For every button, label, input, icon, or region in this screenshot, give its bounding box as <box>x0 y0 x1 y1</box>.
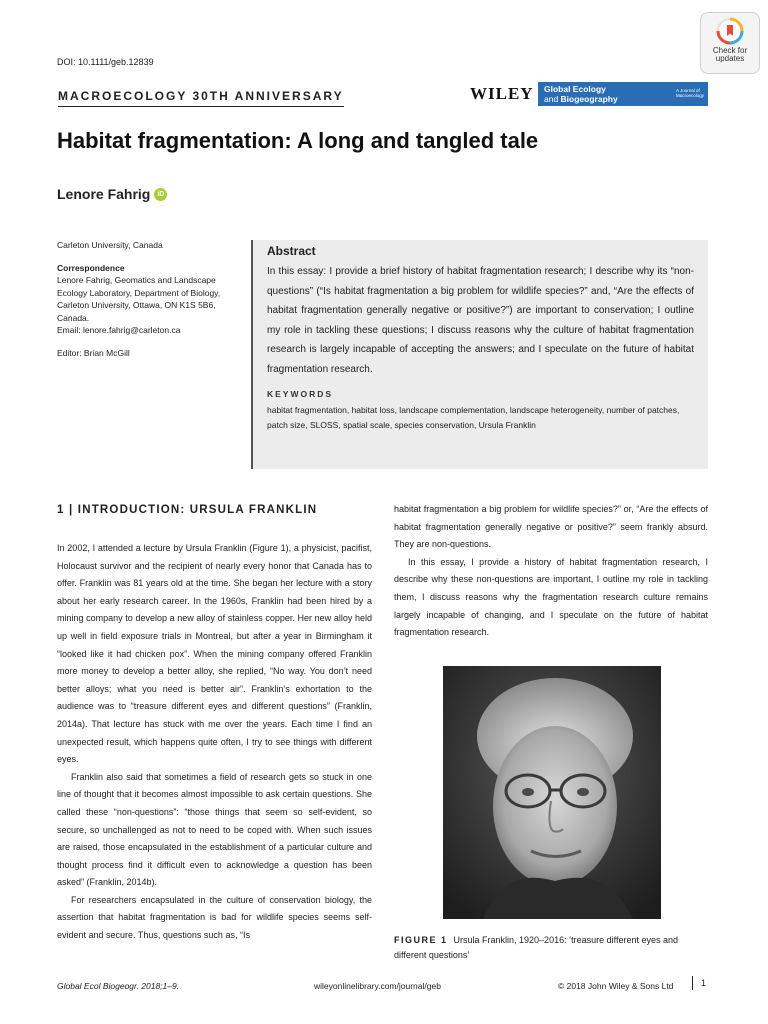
affiliation-block <box>57 239 242 359</box>
correspondence-heading: Correspondence <box>57 262 125 273</box>
figure-1-portrait[interactable] <box>443 666 661 919</box>
correspondence-line: Ecology Laboratory, Department of Biology, <box>57 287 221 298</box>
author-name-row <box>57 186 167 202</box>
body-paragraph: In 2002, I attended a lecture by Ursula Franklin (Figure 1), a physicist, pacifist, Holocaust survivor and the recipient of nearly every honor that Canada has to offer. Franklin was 81 years old at the time. She began her lecture with a story about her early research career. In the 1960s, Franklin had been hired by a mining company to develop a new alloy of stainless copper. Her new alloy held up well in field exposure trials in Montreal, but after a year in Birmingham it “looked like it had chicken pox”. When the mining company offered Franklin more money to develop a better alloy, she replied, “No way. You don’t need better alloys; what you need is better air”. Franklin’s exhortation to the audience was to “treasure different eyes and different questions” (Franklin, 2014a). That lecture has stuck with me over the years. Each time I find an unexpected result, which happens quite often, I try to see things with different eyes. <box>57 543 372 765</box>
correspondence-line: Lenore Fahrig, Geomatics and Landscape <box>57 275 216 285</box>
crossmark-icon <box>716 17 744 45</box>
body-paragraph: For researchers encapsulated in the culture of conservation biology, the assertion that habitat fragmentation is bad for wildlife species seems self-evident and secure. Thus, questions such as, “Is <box>57 894 372 941</box>
portrait-image <box>443 666 661 919</box>
figure-caption-text: Ursula Franklin, 1920–2016: ‘treasure different eyes and different questions’ <box>394 935 678 960</box>
journal-name-line1: Global Ecology <box>544 84 606 94</box>
footer-url[interactable]: wileyonlinelibrary.com/journal/geb <box>314 981 441 991</box>
figure-caption <box>394 933 708 963</box>
journal-logo[interactable] <box>538 82 708 106</box>
editor-line: Editor: Brian McGill <box>57 347 130 358</box>
check-for-updates-label: Check for updates <box>712 46 748 63</box>
footer-copyright: © 2018 John Wiley & Sons Ltd <box>558 981 674 991</box>
body-paragraph: habitat fragmentation a big problem for wildlife species?” or, “Are the effects of habitat fragmentation generally negative or positive?” seem frankly absurd. They are non-questions. <box>394 504 708 550</box>
article-title: Habitat fragmentation: A long and tangled tale <box>57 128 539 153</box>
orcid-icon[interactable]: iD <box>154 188 167 201</box>
check-for-updates-badge[interactable] <box>700 12 760 74</box>
keywords-list: habitat fragmentation, habitat loss, landscape complementation, landscape heterogeneity, number of patches, patch size, SLOSS, spatial scale, species conservation, Ursula Franklin <box>267 405 680 430</box>
figure-label[interactable]: FIGURE 1 <box>394 935 448 945</box>
keywords-heading: KEYWORDS <box>267 389 334 399</box>
series-heading: MACROECOLOGY 30TH ANNIVERSARY <box>58 89 344 107</box>
abstract-box <box>251 240 708 469</box>
journal-name-line2: and Biogeography <box>544 94 618 104</box>
abstract-heading: Abstract <box>267 244 316 258</box>
page-number: 1 <box>692 976 706 990</box>
footer-citation: Global Ecol Biogeogr. 2018;1–9. <box>57 981 180 991</box>
body-column-right <box>394 501 708 642</box>
correspondence-email[interactable]: Email: lenore.fahrig@carleton.ca <box>57 325 181 335</box>
author-name[interactable]: Lenore Fahrig <box>57 186 151 202</box>
body-column-left <box>57 540 372 945</box>
section-heading: 1 | INTRODUCTION: URSULA FRANKLIN <box>57 504 318 516</box>
correspondence-line: Carleton University, Ottawa, ON K1S 5B6, <box>57 300 216 310</box>
doi[interactable]: DOI: 10.1111/geb.12839 <box>57 57 154 67</box>
publisher-logo[interactable]: WILEY <box>470 84 534 103</box>
correspondence-line: Canada. <box>57 312 90 323</box>
body-paragraph: Franklin also said that sometimes a field of research gets so stuck in one line of thought that it becomes almost impossible to ask certain questions. She called these “non-questions”: “those things that seem so self-evident, so secure, so unchallenged as not to need to be coped with. When such issues are raised, those encapsulated in the establishment of a particular culture and thought process find it difficult even to acknowledge a question has been asked” (Franklin, 2014b). <box>57 771 372 888</box>
body-paragraph: In this essay, I provide a history of habitat fragmentation research, I describe why these non-questions are important, I outline my role in tackling them, I discuss reasons why the fragmentation research culture remains largely incapable of changing, and I speculate on the future of habitat fragmentation research. <box>394 556 708 638</box>
journal-subtitle: A Journal of Macroecology <box>676 88 705 98</box>
abstract-text: In this essay: I provide a brief history of habitat fragmentation research; I describe why its “non-questions” (“Is habitat fragmentation a big problem for wildlife species?” and, “Are the effects of habitat fragmentation generally negative or positive?”) are important to conservation; I outline my role in tackling these questions; I discuss reasons why the culture of habitat fragmentation research is largely incapable of accepting the answers; and I speculate on the future of habitat fragmentation research. <box>267 266 694 375</box>
affiliation-institution: Carleton University, Canada <box>57 240 163 250</box>
